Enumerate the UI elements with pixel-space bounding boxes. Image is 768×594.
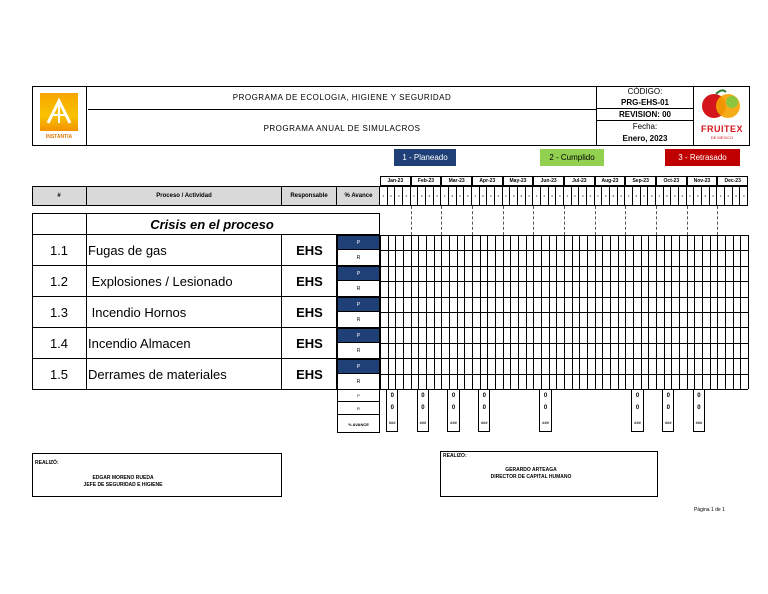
summary-r-value: 0 [417,402,429,414]
month-separator [595,206,596,235]
date-label: Fecha: [632,122,658,131]
month-header: Jul-23 [564,176,595,186]
week-header: 4 [495,186,503,206]
row-activity: Explosiones / Lesionado [87,266,282,297]
month-header: Oct-23 [656,176,687,186]
week-header: 2 [602,186,610,206]
fruitex-logo-text: FRUITEX [700,124,743,134]
signature-left-label: REALIZÓ: [35,460,59,466]
row-real-cell: R [337,250,380,266]
week-header: 1 [380,186,388,206]
row-real-cell: R [337,281,380,297]
week-header: 2 [388,186,396,206]
summary-avance-value: ### [386,414,398,432]
month-header: Dec-23 [717,176,748,186]
week-header: 4 [679,186,687,206]
grid-row-line [380,250,748,251]
month-header: Aug-23 [595,176,626,186]
signature-left-name: EDGAR MORENO RUEDA [92,474,154,481]
page-number: Página 1 de 1 [694,507,725,513]
summary-avance-value: ### [478,414,490,432]
week-header: 4 [618,186,626,206]
grid-row-line [380,312,748,313]
instantia-logo-text: INSTANTIA [45,134,73,140]
grid-column-line [748,235,749,389]
header-title-sub: PROGRAMA ANUAL DE SIMULACROS [263,123,421,133]
row-planned-cell: P [337,359,380,374]
month-header: Nov-23 [687,176,718,186]
summary-p-value: 0 [386,390,398,402]
week-header: 1 [717,186,725,206]
week-header: 3 [733,186,741,206]
row-number: 1.4 [32,328,87,359]
week-header: 1 [533,186,541,206]
logo-left-cell [32,86,87,146]
month-header: Mar-23 [441,176,472,186]
row-responsible: EHS [296,367,323,382]
summary-p-value: 0 [417,390,429,402]
week-header: 4 [464,186,472,206]
summary-r-value: 0 [447,402,459,414]
row-real-cell: R [337,374,380,390]
summary-r-value: 0 [662,402,674,414]
month-header: Jan-23 [380,176,411,186]
week-header: 1 [472,186,480,206]
summary-r-value: 0 [386,402,398,414]
summary-avance-value: ### [662,414,674,432]
summary-r-value: 0 [631,402,643,414]
month-separator [411,206,412,235]
row-activity: Fugas de gas [87,235,282,266]
summary-p-value: 0 [539,390,551,402]
fruit-icon [696,88,748,124]
week-header: 2 [694,186,702,206]
date-value: Enero, 2023 [622,133,668,143]
row-number: 1.5 [32,359,87,390]
week-header: 3 [549,186,557,206]
row-planned-cell: P [337,266,380,281]
row-responsible: EHS [296,243,323,258]
month-separator [656,206,657,235]
signature-right-role: DIRECTOR DE CAPITAL HUMANO [490,473,572,480]
grid-row-line [380,327,748,328]
week-header: 2 [418,186,426,206]
week-header: 3 [487,186,495,206]
week-header: 3 [702,186,710,206]
header-title-main: PROGRAMA DE ECOLOGIA, HIGIENE Y SEGURIDAD [88,86,596,110]
week-header: 4 [403,186,411,206]
summary-avance-value: ### [539,414,551,432]
week-header: 2 [449,186,457,206]
week-header: 2 [480,186,488,206]
row-number: 1.1 [32,235,87,266]
week-header: 4 [740,186,748,206]
month-separator [533,206,534,235]
week-header: 3 [518,186,526,206]
row-planned-cell: P [337,328,380,343]
row-activity: Incendio Almacen [87,328,282,359]
week-header: 3 [610,186,618,206]
week-header: 3 [426,186,434,206]
legend-done: 2 - Cumplido [540,149,604,166]
summary-p-value: 0 [447,390,459,402]
summary-avance-value: ### [631,414,643,432]
week-header: 2 [510,186,518,206]
week-header: 3 [579,186,587,206]
month-header: Sep-23 [625,176,656,186]
summary-p-value: 0 [662,390,674,402]
row-responsible: EHS [296,336,323,351]
month-separator [564,206,565,235]
summary-p-value: 0 [693,390,705,402]
summary-avance-value: ### [447,414,459,432]
row-real-cell: R [337,343,380,359]
summary-r-value: 0 [478,402,490,414]
grid-row-line [380,374,748,375]
month-header: Jun-23 [533,176,564,186]
week-header: 4 [434,186,442,206]
fruitex-logo-subtext: DE MÉXICO [710,134,734,140]
month-separator [687,206,688,235]
fruitex-logo [696,88,748,144]
month-header: Apr-23 [472,176,503,186]
summary-avance-label: % AVANCE [348,421,369,427]
summary-avance-value: ### [417,414,429,432]
col-header-num: # [32,186,87,206]
week-header: 3 [641,186,649,206]
row-number: 1.3 [32,297,87,328]
row-planned-cell: P [337,235,380,250]
row-activity: Derrames de materiales [87,359,282,390]
week-header: 1 [564,186,572,206]
summary-p-value: 0 [631,390,643,402]
week-header: 1 [656,186,664,206]
row-planned-cell: P [337,297,380,312]
row-responsible: EHS [296,274,323,289]
summary-p-label: P [337,389,380,402]
month-separator [717,206,718,235]
month-separator [441,206,442,235]
week-header: 1 [595,186,603,206]
col-header-progress: % Avance [344,193,373,199]
col-header-responsible: Responsable [282,186,337,206]
row-real-cell: R [337,312,380,328]
week-header: 3 [395,186,403,206]
row-activity: Incendio Hornos [87,297,282,328]
week-header: 3 [671,186,679,206]
week-header: 1 [503,186,511,206]
week-header: 4 [556,186,564,206]
week-header: 4 [648,186,656,206]
signature-right-name: GERARDO ARTEAGA [505,466,557,473]
col-header-activity: Proceso / Actividad [87,186,282,206]
legend-delayed: 3 - Retrasado [665,149,740,166]
grid-row-line [380,266,748,267]
summary-r-value: 0 [693,402,705,414]
week-header: 2 [664,186,672,206]
instantia-logo-icon [40,93,78,131]
week-header: 2 [541,186,549,206]
code-label: CÓDIGO: [627,87,663,96]
week-header: 4 [587,186,595,206]
month-separator [503,206,504,235]
grid-row-line [380,297,748,298]
week-header: 2 [633,186,641,206]
signature-right-label: REALIZO: [443,453,467,459]
signature-left-role: JEFE DE SEGURIDAD E HIGIENE [83,481,163,488]
week-header: 4 [526,186,534,206]
week-header: 2 [725,186,733,206]
week-header: 1 [687,186,695,206]
month-header: May-23 [503,176,534,186]
signature-right-box [440,451,658,497]
week-header: 3 [457,186,465,206]
summary-r-value: 0 [539,402,551,414]
grid-row-line [380,358,748,359]
week-header: 2 [572,186,580,206]
section-num-cell [32,213,87,235]
summary-p-value: 0 [478,390,490,402]
revision-value: REVISION: 00 [597,109,693,121]
section-title: Crisis en el proceso [150,216,274,232]
month-header: Feb-23 [411,176,442,186]
signature-left-box [32,453,282,497]
week-header: 1 [411,186,419,206]
legend-planned: 1 - Planeado [394,149,456,166]
grid-row-line [380,343,748,344]
row-responsible: EHS [296,305,323,320]
month-separator [625,206,626,235]
summary-avance-value: ### [693,414,705,432]
week-header: 1 [625,186,633,206]
month-separator [472,206,473,235]
week-header: 4 [710,186,718,206]
grid-row-line [380,281,748,282]
code-block [596,86,694,146]
summary-r-label: R [337,402,380,415]
row-number: 1.2 [32,266,87,297]
code-value: PRG-EHS-01 [597,97,693,109]
grid-row-line [380,235,748,236]
week-header: 1 [441,186,449,206]
